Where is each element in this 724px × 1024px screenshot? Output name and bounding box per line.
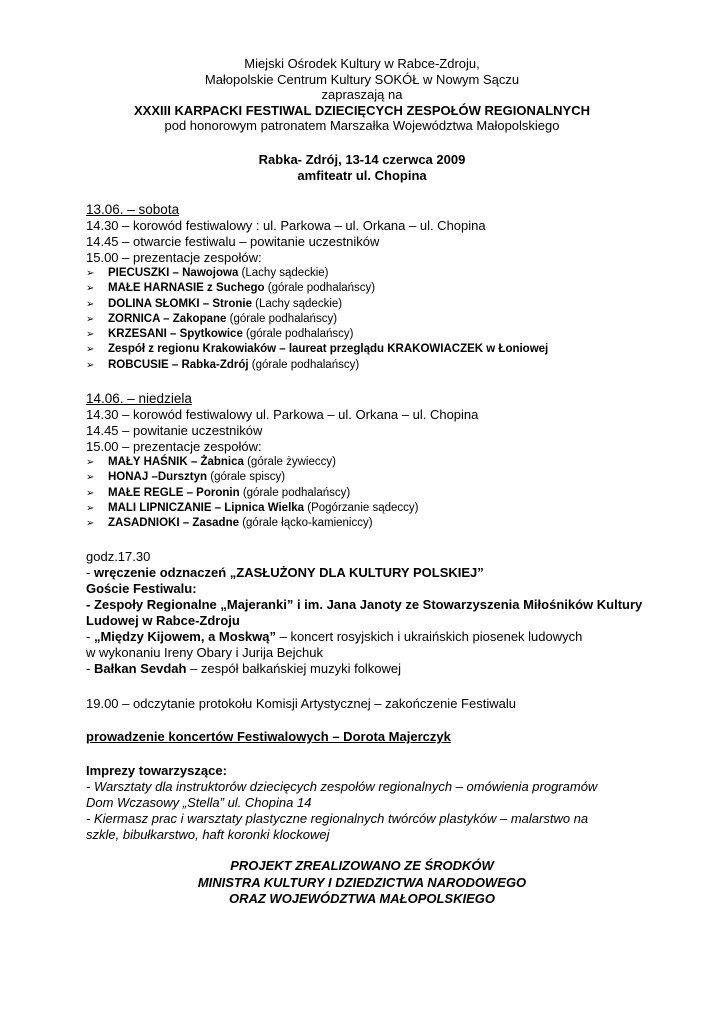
closing-line: 19.00 – odczytanie protokołu Komisji Artystycznej – zakończenie Festiwalu [86,696,516,711]
group-name: HONAJ –Dursztyn [108,471,208,484]
side-event-1: - Warsztaty dla instruktorów dziecięcych zespołów regionalnych – omówienia programów [86,779,598,794]
host-line: prowadzenie koncertów Festiwalowych – Dorota Majerczyk [86,729,451,744]
side-event-2-cont: szkle, bibułkarstwo, haft koronki klockowej [86,827,330,842]
group-region: (Lachy sądeckie) [251,297,343,310]
evening-section [86,549,666,677]
list-item [86,470,646,485]
arrow-bullet-icon: ➢ [86,344,95,356]
guest-1: - Zespoły Regionalne „Majeranki” i im. Jana Janoty ze Stowarzyszenia Miłośników Kultury [86,597,643,612]
day2-item: 14.45 – powitanie uczestników [86,423,263,438]
group-name: MAŁE HARNASIE z Suchego [108,282,265,295]
guest-1-cont: Ludowej w Rabce-Zdroju [86,613,240,628]
day1-item: 14.45 – otwarcie festiwalu – powitanie uczestników [86,234,380,249]
group-region: (Lachy sądeckie) [238,267,329,279]
award-line: - wręczenie odznaczeń „ZASŁUŻONY DLA KULTURY POLSKIEJ” [86,565,484,580]
invite-line: zapraszają na [321,87,403,102]
list-item [86,516,646,531]
organizer-line-1: Miejski Ośrodek Kultury w Rabce-Zdroju, [244,56,480,71]
list-item [86,297,646,312]
group-region: (górale podhalańscy) [248,358,360,371]
arrow-bullet-icon: ➢ [86,298,95,310]
arrow-bullet-icon: ➢ [86,457,95,468]
group-region: (górale podhalańscy) [226,312,338,325]
day2-group-list [86,455,646,531]
side-events-section [86,763,666,843]
funding-line-3: ORAZ WOJEWÓDZTWA MAŁOPOLSKIEGO [228,891,495,906]
group-region: (górale żywieccy) [243,456,336,468]
guest-2-cont: w wykonaniu Ireny Obary i Jurija Bejchuk [86,645,323,660]
arrow-bullet-icon: ➢ [86,502,95,514]
invitation-header [0,56,724,134]
list-item [86,312,646,327]
guest-2: - „Między Kijowem, a Moskwą” – koncert rosyjskich i ukraińskich piosenek ludowych [86,629,583,644]
place-and-date [0,152,724,183]
funding-note [0,858,724,908]
award-title: wręczenie odznaczeń „ZASŁUŻONY DLA KULTURY POLSKIEJ” [93,565,484,580]
group-region: (górale podhalańscy) [264,282,376,295]
group-name: Zespół z regionu Krakowiaków – laureat przeglądu KRAKOWIACZEK w Łoniowej [108,343,549,356]
festival-venue: amfiteatr ul. Chopina [297,167,427,183]
group-region: (górale spiscy) [207,471,286,484]
group-region: (górale podhalańscy) [239,486,351,499]
group-name: DOLINA SŁOMKI – Stronie [108,297,252,310]
guests-label: Goście Festiwalu: [86,581,197,596]
day2-item: 14.30 – korowód festiwalowy ul. Parkowa – ul. Orkana – ul. Chopina [86,407,479,422]
arrow-bullet-icon: ➢ [86,329,95,341]
guest-2-name: „Między Kijowem, a Moskwą” [93,629,276,644]
day1-heading: 13.06. – sobota [86,202,180,217]
side-events-heading: Imprezy towarzyszące: [86,763,227,778]
festival-date: Rabka- Zdrój, 13-14 czerwca 2009 [258,152,466,167]
evening-time: godz.17.30 [86,549,151,564]
list-item [86,266,646,281]
group-name: KRZESANI – Spytkowice [108,328,243,341]
group-name: ROBCUSIE – Rabka-Zdrój [108,358,249,371]
day1-item: 15.00 – prezentacje zespołów: [86,250,262,265]
arrow-bullet-icon: ➢ [86,487,95,499]
arrow-bullet-icon: ➢ [86,313,95,325]
day2-section [86,391,646,531]
list-item [86,455,646,470]
arrow-bullet-icon: ➢ [86,268,95,279]
group-name: ZORNICA – Zakopane [108,312,227,325]
festival-title: XXXIII KARPACKI FESTIWAL DZIECIĘCYCH ZESPOŁÓW REGIONALNYCH [134,102,590,118]
funding-line-2: MINISTRA KULTURY I DZIEDZICTWA NARODOWEGO [197,874,527,890]
group-name: MAŁY HAŚNIK – Żabnica [108,456,244,468]
group-region: (górale podhalańscy) [242,328,354,341]
group-name: MALI LIPNICZANIE – Lipnica Wielka [108,501,305,514]
day2-heading: 14.06. – niedziela [86,391,192,406]
day1-group-list [86,266,646,373]
arrow-bullet-icon: ➢ [86,472,95,484]
organizer-line-2: Małopolskie Centrum Kultury SOKÓŁ w Nowym Sączu [204,71,520,87]
list-item [86,486,646,501]
list-item [86,327,646,342]
group-name: MAŁE REGLE – Poronin [108,486,240,499]
group-name: PIECUSZKI – Nawojowa [108,267,239,279]
group-name: ZASADNIOKI – Zasadne [108,517,239,530]
side-event-2: - Kiermasz prac i warsztaty plastyczne regionalnych twórców plastyków – malarstwo na [86,811,589,826]
day1-section [86,202,646,373]
list-item [86,501,646,516]
guest-3-name: Bałkan Sevdah [93,661,187,676]
guest-3: - Bałkan Sevdah – zespół bałkańskiej muzyki folkowej [86,661,402,676]
list-item [86,342,646,357]
side-event-1-cont: Dom Wczasowy „Stella” ul. Chopina 14 [86,795,312,810]
day2-item: 15.00 – prezentacje zespołów: [86,439,262,454]
arrow-bullet-icon: ➢ [86,283,95,295]
list-item [86,358,646,373]
group-region: (Pogórzanie sądeccy) [304,501,419,514]
group-region: (górale łącko-kamieniccy) [239,517,373,530]
arrow-bullet-icon: ➢ [86,518,95,530]
day1-item: 14.30 – korowód festiwalowy : ul. Parkowa – ul. Orkana – ul. Chopina [86,218,486,233]
arrow-bullet-icon: ➢ [86,359,95,371]
patronage-line: pod honorowym patronatem Marszałka Województwa Małopolskiego [164,118,560,133]
list-item [86,281,646,296]
funding-line-1: PROJEKT ZREALIZOWANO ZE ŚRODKÓW [230,858,494,873]
